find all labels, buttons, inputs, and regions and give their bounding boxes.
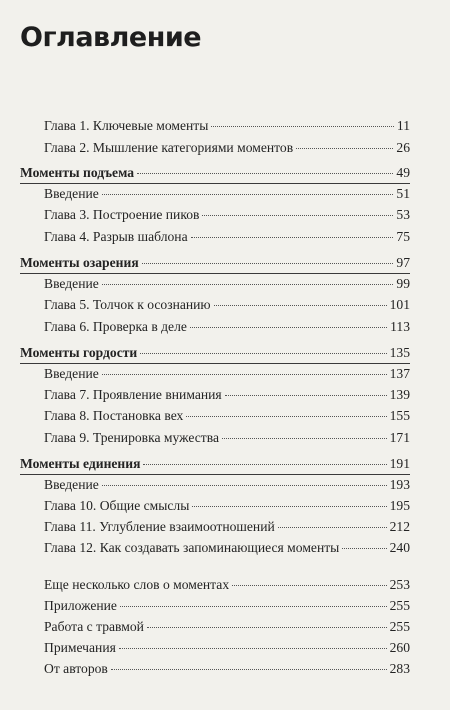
dot-leader <box>192 506 386 507</box>
toc-part-peaks[interactable] <box>20 165 410 181</box>
dot-leader <box>225 395 387 396</box>
toc-entry-page: 212 <box>389 519 410 534</box>
toc-entry-page: 260 <box>389 640 410 655</box>
toc-part-pride[interactable] <box>20 345 410 361</box>
dot-leader <box>102 485 387 486</box>
dot-leader <box>111 669 387 670</box>
dot-leader <box>186 416 386 417</box>
toc-entry-label: Глава 4. Разрыв шаблона <box>44 229 188 244</box>
part-divider <box>20 273 410 274</box>
dot-leader <box>211 126 394 127</box>
toc-entry-label: Введение <box>44 366 99 381</box>
dot-leader <box>342 548 386 549</box>
toc-entry-page: 139 <box>389 387 410 402</box>
toc-part-connection[interactable] <box>20 456 410 472</box>
dot-leader <box>202 215 393 216</box>
toc-entry-chapter-11[interactable] <box>44 519 410 535</box>
toc-entry-page: 240 <box>389 540 410 555</box>
toc-entry-trauma[interactable] <box>44 619 410 635</box>
dot-leader <box>102 374 387 375</box>
toc-entry-chapter-4[interactable] <box>44 229 410 245</box>
toc-entry-label: Глава 12. Как создавать запоминающиеся моменты <box>44 540 340 555</box>
toc-entry-intro-2[interactable] <box>44 276 410 292</box>
toc-entry-page: 75 <box>396 229 410 244</box>
toc-entry-chapter-9[interactable] <box>44 430 410 446</box>
toc-entry-page: 99 <box>396 276 410 291</box>
toc-entry-label: Глава 7. Проявление внимания <box>44 387 222 402</box>
toc-entry-page: 255 <box>389 619 410 634</box>
toc-entry-page: 101 <box>389 297 410 312</box>
toc-entry-page: 113 <box>390 319 410 334</box>
toc-entry-page: 155 <box>389 408 410 423</box>
dot-leader <box>147 627 387 628</box>
toc-entry-page: 195 <box>389 498 410 513</box>
toc-entry-chapter-3[interactable] <box>44 207 410 223</box>
toc-entry-intro-1[interactable] <box>44 186 410 202</box>
toc-entry-page: 26 <box>396 140 410 155</box>
toc-entry-label: Глава 10. Общие смыслы <box>44 498 190 513</box>
dot-leader <box>232 585 386 586</box>
toc-entry-appendix[interactable] <box>44 598 410 614</box>
toc-entry-page: 171 <box>389 430 410 445</box>
dot-leader <box>102 194 394 195</box>
toc-entry-chapter-5[interactable] <box>44 297 410 313</box>
toc-entry-label: Приложение <box>44 598 117 613</box>
toc-entry-page: 283 <box>389 661 410 676</box>
toc-part-label: Моменты озарения <box>20 255 139 270</box>
toc-entry-chapter-10[interactable] <box>44 498 410 514</box>
toc-entry-intro-4[interactable] <box>44 477 410 493</box>
dot-leader <box>214 305 387 306</box>
toc-part-page: 135 <box>389 345 410 360</box>
toc-entry-chapter-8[interactable] <box>44 408 410 424</box>
toc-part-label: Моменты гордости <box>20 345 138 360</box>
toc-entry-notes[interactable] <box>44 640 410 656</box>
toc-entry-authors[interactable] <box>44 661 410 677</box>
toc-entry-chapter-1[interactable] <box>44 118 410 134</box>
toc-entry-label: Работа с травмой <box>44 619 144 634</box>
toc-part-page: 191 <box>389 456 410 471</box>
toc-entry-chapter-2[interactable] <box>44 140 410 156</box>
dot-leader <box>190 327 387 328</box>
dot-leader <box>296 148 393 149</box>
dot-leader <box>143 464 386 465</box>
toc-entry-label: Введение <box>44 477 99 492</box>
toc-entry-label: Еще несколько слов о моментах <box>44 577 230 592</box>
toc-part-page: 49 <box>396 165 410 180</box>
toc-entry-afterword[interactable] <box>44 577 410 593</box>
toc-entry-chapter-7[interactable] <box>44 387 410 403</box>
toc-entry-label: Примечания <box>44 640 116 655</box>
toc-part-label: Моменты единения <box>20 456 141 471</box>
dot-leader <box>222 438 387 439</box>
toc-entry-label: Глава 5. Толчок к осознанию <box>44 297 211 312</box>
page-title: Оглавление <box>20 22 202 53</box>
toc-entry-label: Введение <box>44 276 99 291</box>
toc-entry-label: Глава 11. Углубление взаимоотношений <box>44 519 275 534</box>
toc-entry-page: 253 <box>389 577 410 592</box>
toc-entry-label: Глава 1. Ключевые моменты <box>44 118 209 133</box>
toc-entry-page: 137 <box>389 366 410 381</box>
dot-leader <box>102 284 394 285</box>
dot-leader <box>142 263 394 264</box>
toc-entry-label: Глава 8. Постановка вех <box>44 408 184 423</box>
toc-entry-page: 11 <box>396 118 410 133</box>
part-divider <box>20 183 410 184</box>
toc-entry-page: 255 <box>389 598 410 613</box>
toc-entry-intro-3[interactable] <box>44 366 410 382</box>
dot-leader <box>137 173 393 174</box>
part-divider <box>20 363 410 364</box>
dot-leader <box>120 606 387 607</box>
toc-entry-label: Глава 6. Проверка в деле <box>44 319 187 334</box>
toc-entry-label: Введение <box>44 186 99 201</box>
toc-entry-page: 53 <box>396 207 410 222</box>
part-divider <box>20 474 410 475</box>
dot-leader <box>140 353 386 354</box>
dot-leader <box>191 237 394 238</box>
toc-part-page: 97 <box>396 255 410 270</box>
toc-entry-label: Глава 2. Мышление категориями моментов <box>44 140 294 155</box>
toc-entry-chapter-12[interactable] <box>44 540 410 556</box>
toc-entry-label: Глава 3. Построение пиков <box>44 207 200 222</box>
toc-entry-page: 51 <box>396 186 410 201</box>
toc-entry-chapter-6[interactable] <box>44 319 410 335</box>
toc-entry-label: Глава 9. Тренировка мужества <box>44 430 219 445</box>
toc-part-insight[interactable] <box>20 255 410 271</box>
toc-part-label: Моменты подъема <box>20 165 135 180</box>
dot-leader <box>119 648 387 649</box>
dot-leader <box>278 527 387 528</box>
toc-entry-page: 193 <box>389 477 410 492</box>
toc-entry-label: От авторов <box>44 661 108 676</box>
